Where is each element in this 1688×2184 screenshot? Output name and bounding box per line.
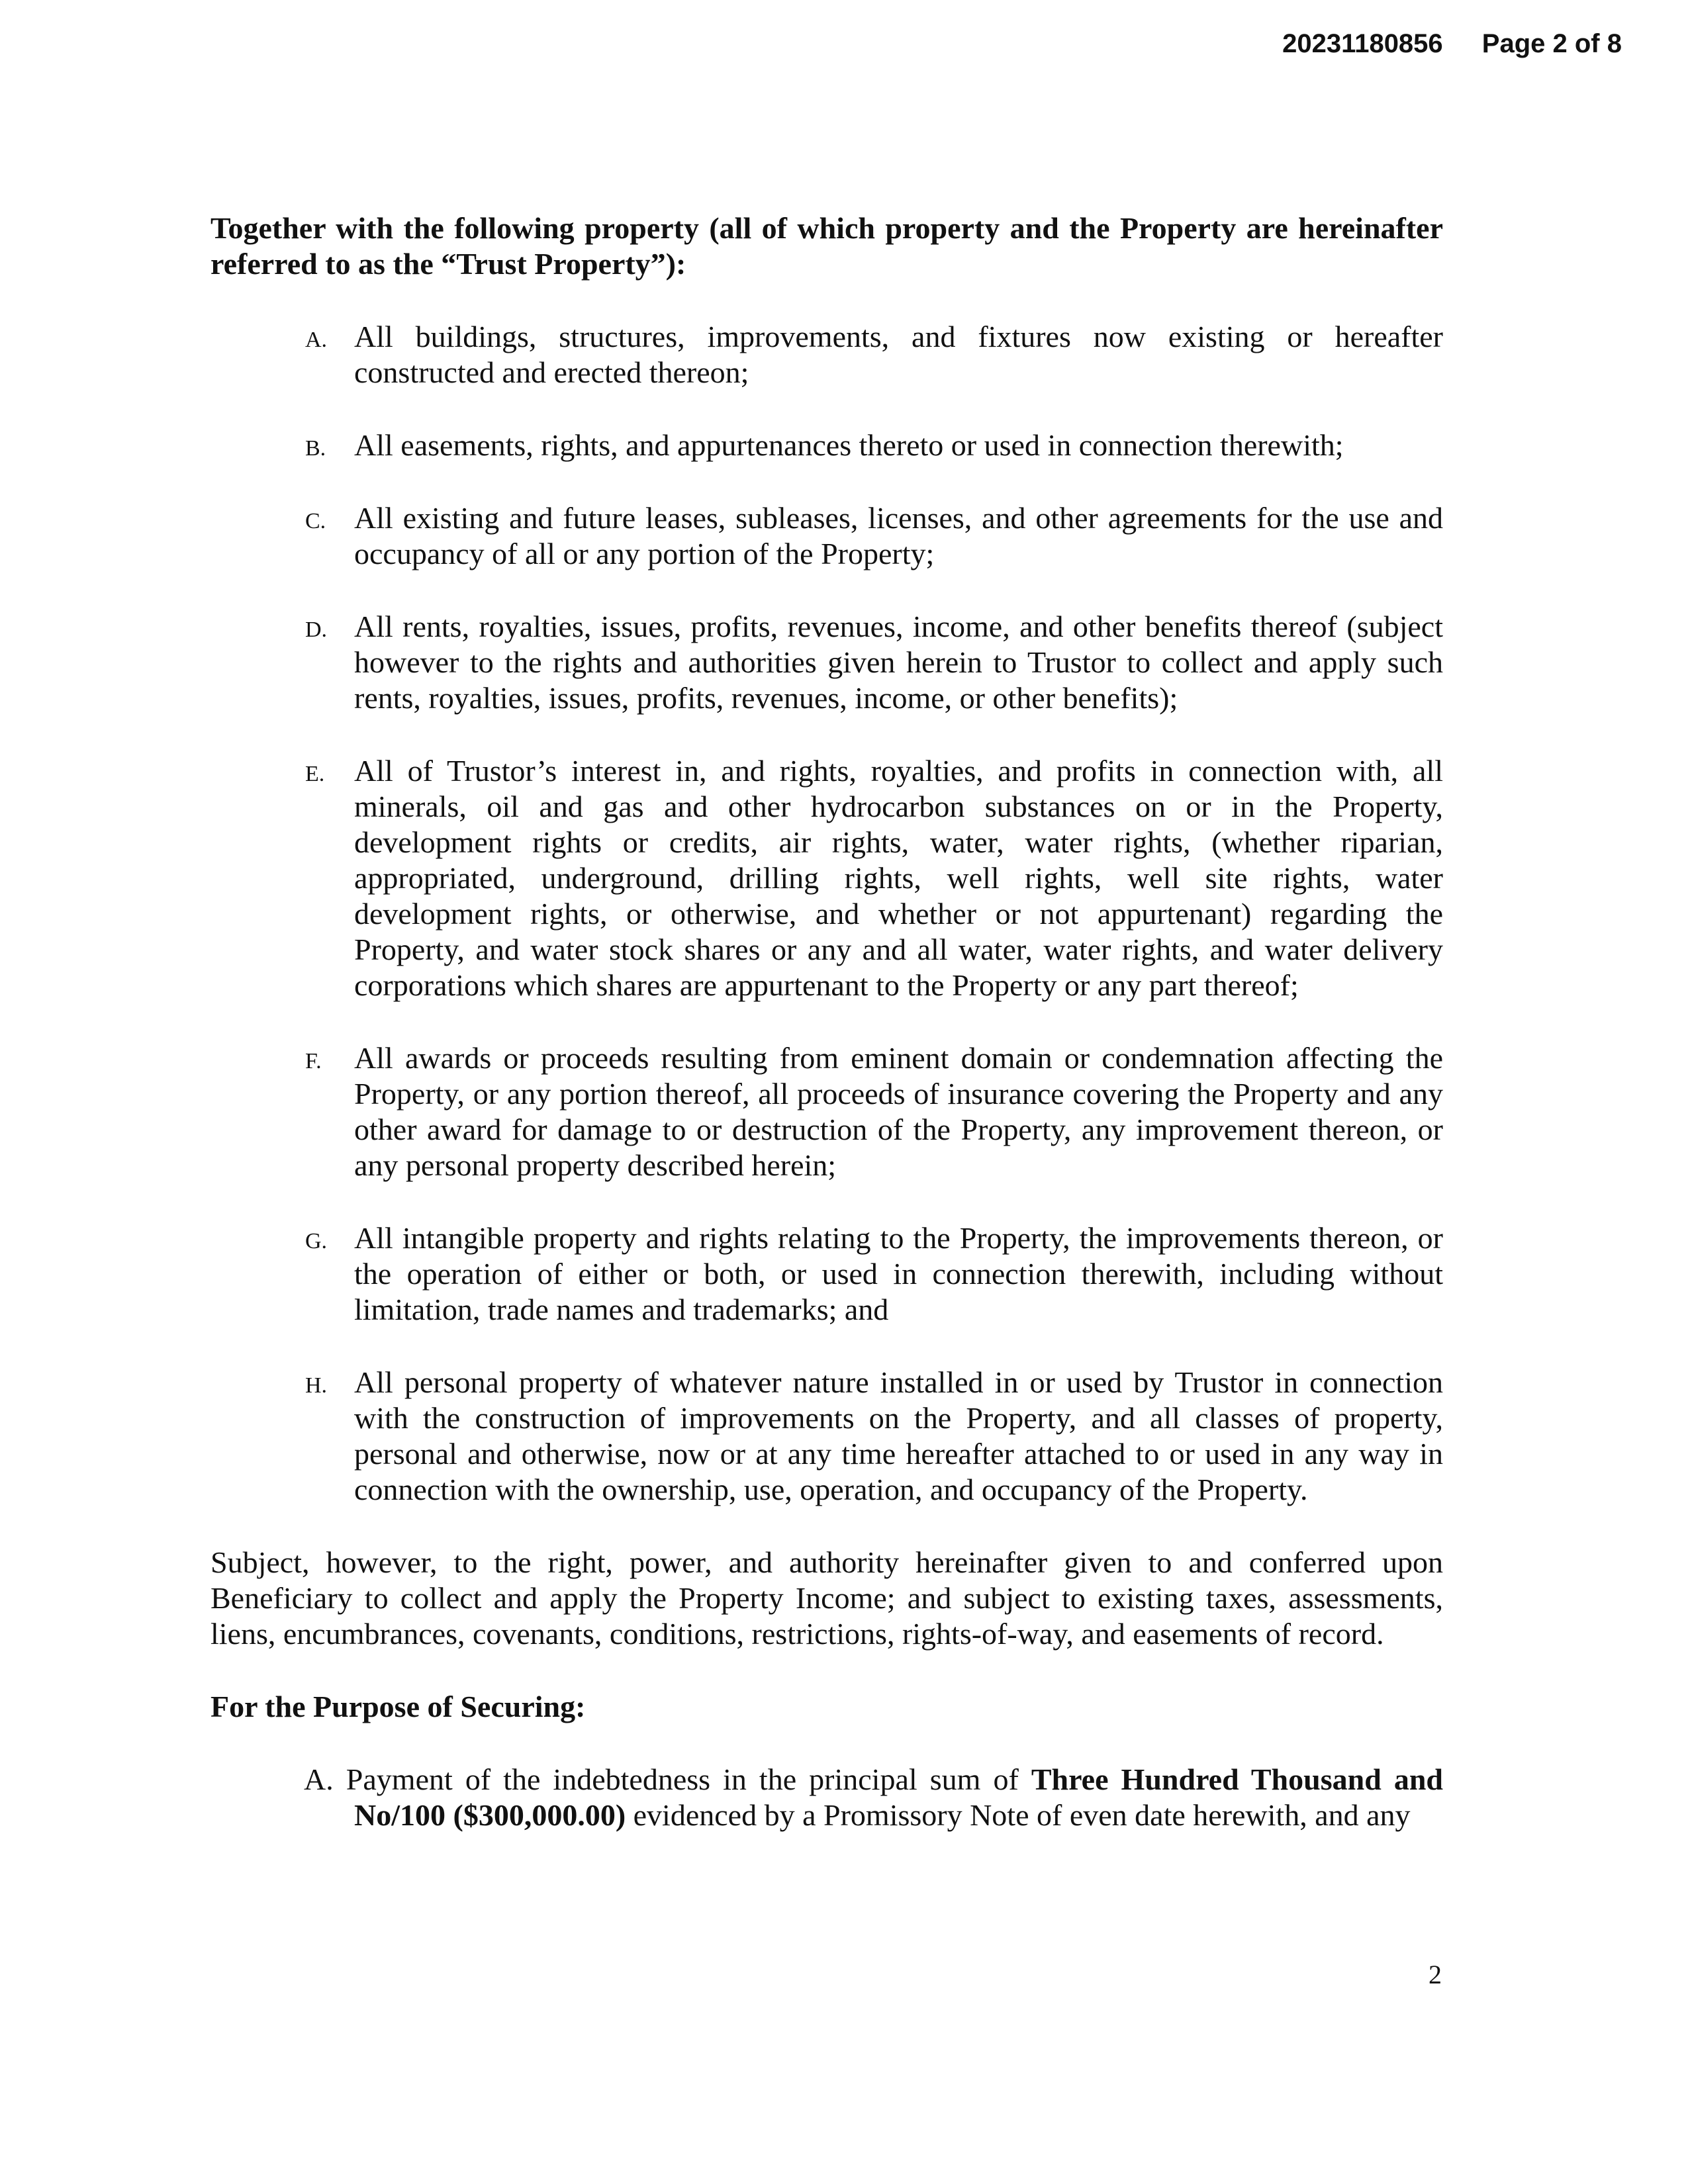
- purpose-item-text-continued: evidenced by a Promissory Note of even date herewith, and any: [626, 1798, 1411, 1832]
- item-letter: G.: [305, 1229, 328, 1253]
- list-item: [211, 319, 1443, 390]
- item-text: All personal property of whatever nature installed in or used by Trustor in connection with the construction of improvements on the Property, and all classes of property, personal and otherwise, now or at any time hereafter attached to or used in any way in connection with the ownership, use, operation, and occupancy of the Property.: [354, 1365, 1443, 1506]
- item-letter: E.: [305, 762, 325, 786]
- item-text: All intangible property and rights relating to the Property, the improvements thereon, or the operation of either or both, or used in connection therewith, including without limitation, trade names and trademarks; and: [354, 1221, 1443, 1326]
- subject-paragraph: Subject, however, to the right, power, and authority hereinafter given to and conferred upon Beneficiary to collect and apply the Property Income; and subject to existing taxes, assessments, liens, encumbrances, covenants, conditions, restrictions, rights-of-way, and easements of record.: [211, 1545, 1443, 1651]
- purpose-item-letter: A.: [304, 1762, 334, 1796]
- list-item: [211, 500, 1443, 572]
- item-letter: B.: [305, 436, 326, 461]
- item-text: All existing and future leases, subleases, licenses, and other agreements for the use and occupancy of all or any portion of the Property;: [354, 501, 1443, 570]
- page-indicator: Page 2 of 8: [1481, 29, 1622, 58]
- item-letter: D.: [305, 617, 328, 642]
- intro-heading: Together with the following property (all of which property and the Property are hereinafter referred to as the “Trust Property”):: [211, 211, 1443, 281]
- purpose-item-text: Payment of the indebtedness in the principal sum of: [346, 1762, 1031, 1796]
- item-letter: H.: [305, 1373, 328, 1398]
- item-text: All rents, royalties, issues, profits, revenues, income, and other benefits thereof (subject however to the rights and authorities given herein to Trustor to collect and apply such rents, royalties, issues, profits, revenues, income, or other benefits);: [354, 610, 1443, 715]
- document-body: [211, 210, 1443, 1864]
- item-text: All buildings, structures, improvements, and fixtures now existing or hereafter constructed and erected thereon;: [354, 320, 1443, 389]
- purpose-heading: For the Purpose of Securing:: [211, 1690, 586, 1723]
- list-item: [211, 1220, 1443, 1328]
- item-letter: C.: [305, 509, 326, 533]
- item-text: All of Trustor’s interest in, and rights, royalties, and profits in connection with, all minerals, oil and gas and other hydrocarbon substances on or in the Property, development rights or credits, air rights, water, water rights, (whether riparian, appropriated, underground, drilling rights, well rights, well site rights, water development rights, or otherwise, and whether or not appurtenant) regarding the Property, and water stock shares or any and all water, water rights, and water delivery corporations which shares are appurtenant to the Property or any part thereof;: [354, 754, 1443, 1002]
- list-item: [211, 753, 1443, 1003]
- page-header: [1282, 29, 1622, 59]
- item-text: All awards or proceeds resulting from eminent domain or condemnation affecting the Property, or any portion thereof, all proceeds of insurance covering the Property and any other award for damage to or destruction of the Property, any improvement thereon, or any personal property described herein;: [354, 1041, 1443, 1182]
- principal-amount: Three Hundred Thousand and No/100 ($300,000.00): [354, 1762, 1444, 1832]
- item-letter: A.: [305, 328, 328, 352]
- list-item: [211, 609, 1443, 716]
- page-number: 2: [1429, 1960, 1442, 1989]
- list-item: [211, 1040, 1443, 1183]
- document-number: 20231180856: [1282, 29, 1443, 58]
- property-list: [211, 319, 1443, 1508]
- list-item: [211, 428, 1443, 463]
- item-text: All easements, rights, and appurtenances thereto or used in connection therewith;: [354, 428, 1344, 462]
- item-letter: F.: [305, 1049, 322, 1073]
- purpose-item: [211, 1762, 1443, 1833]
- list-item: [211, 1365, 1443, 1508]
